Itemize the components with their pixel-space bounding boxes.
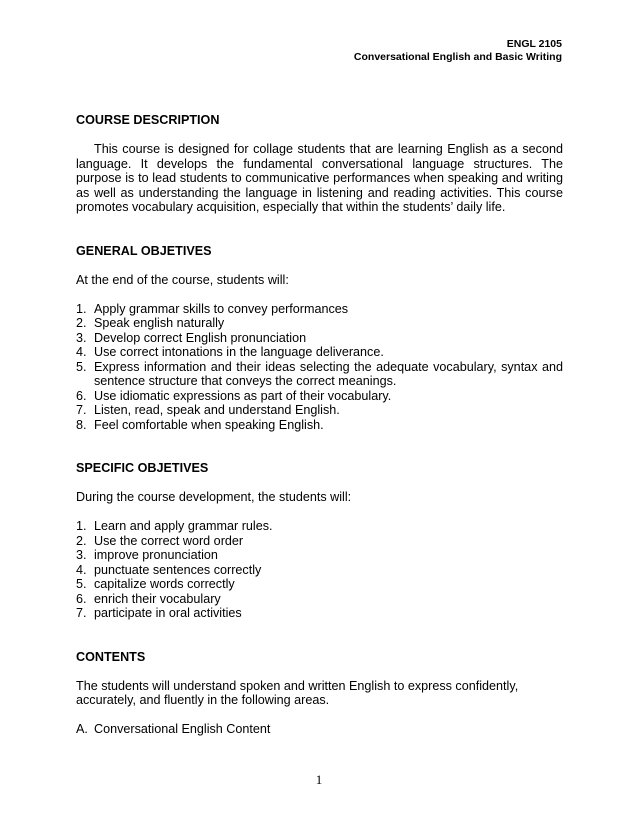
list-number: 6.	[76, 388, 87, 403]
list-text: Conversational English Content	[94, 722, 271, 736]
specific-objectives-intro: During the course development, the students will:	[76, 490, 352, 504]
contents-text: The students will understand spoken and written English to express confidently, accurately, and fluently in the following areas.	[76, 678, 519, 707]
list-text: Express information and their ideas selecting the adequate vocabulary, syntax and sentence structure that conveys the correct meanings.	[94, 359, 563, 388]
list-item	[76, 722, 563, 737]
list-number: 1.	[76, 519, 87, 533]
page-header	[354, 38, 562, 64]
contents-heading: CONTENTS	[76, 649, 146, 664]
list-item	[76, 316, 563, 331]
list-item	[76, 534, 563, 549]
list-number: 5.	[76, 359, 87, 374]
list-text: Use the correct word order	[94, 533, 244, 548]
list-item	[76, 345, 563, 360]
list-number: 7.	[76, 606, 87, 620]
list-number: 2.	[76, 316, 87, 330]
general-objectives-list	[76, 302, 563, 433]
specific-objectives-list	[76, 519, 563, 621]
list-text: Develop correct English pronunciation	[94, 330, 307, 345]
general-objectives-heading: GENERAL OBJETIVES	[76, 243, 212, 258]
document-body	[76, 113, 563, 737]
list-text: Apply grammar skills to convey performances	[94, 301, 349, 316]
list-number: 4.	[76, 562, 87, 577]
list-item	[76, 519, 563, 534]
list-text: improve pronunciation	[94, 548, 218, 562]
list-number: 4.	[76, 345, 87, 359]
contents-list	[76, 722, 563, 737]
course-description-heading: COURSE DESCRIPTION	[76, 113, 220, 127]
list-letter: A.	[76, 722, 88, 736]
course-code: ENGL 2105	[506, 38, 562, 50]
course-name: Conversational English and Basic Writing	[353, 51, 562, 63]
list-text: enrich their vocabulary	[94, 591, 221, 606]
general-objectives-intro: At the end of the course, students will:	[76, 272, 289, 287]
list-item	[76, 592, 563, 607]
list-item	[76, 360, 563, 389]
course-description-text: This course is designed for collage students that are learning English as a second language. It develops the fundamental conversational language structures. The purpose is to lead students to communicative performances when speaking and writing as well as understanding the language in listening and reading activities. This course promotes vocabulary acquisition, especially that within the students’ daily life.	[76, 142, 563, 214]
list-text: participate in oral activities	[94, 606, 242, 620]
specific-objectives-heading: SPECIFIC OBJETIVES	[76, 461, 209, 475]
list-number: 8.	[76, 417, 87, 432]
list-item	[76, 331, 563, 346]
list-item	[76, 606, 563, 621]
list-text: Use correct intonations in the language deliverance.	[94, 345, 384, 359]
list-number: 5.	[76, 577, 87, 591]
list-number: 6.	[76, 591, 87, 606]
list-item	[76, 418, 563, 433]
list-number: 2.	[76, 533, 87, 548]
list-item	[76, 302, 563, 317]
list-number: 3.	[76, 330, 87, 345]
list-number: 3.	[76, 548, 87, 562]
list-text: Use idiomatic expressions as part of their vocabulary.	[94, 388, 392, 403]
list-number: 1.	[76, 301, 87, 316]
page-number: 1	[315, 772, 323, 787]
list-item	[76, 403, 563, 418]
list-text: punctuate sentences correctly	[94, 562, 262, 577]
list-text: Feel comfortable when speaking English.	[94, 417, 324, 432]
list-item	[76, 389, 563, 404]
list-item	[76, 548, 563, 563]
list-text: Listen, read, speak and understand English.	[94, 403, 340, 417]
list-text: Learn and apply grammar rules.	[94, 519, 273, 533]
list-item	[76, 577, 563, 592]
list-number: 7.	[76, 403, 87, 417]
list-text: Speak english naturally	[94, 316, 225, 330]
list-text: capitalize words correctly	[94, 577, 235, 591]
list-item	[76, 563, 563, 578]
